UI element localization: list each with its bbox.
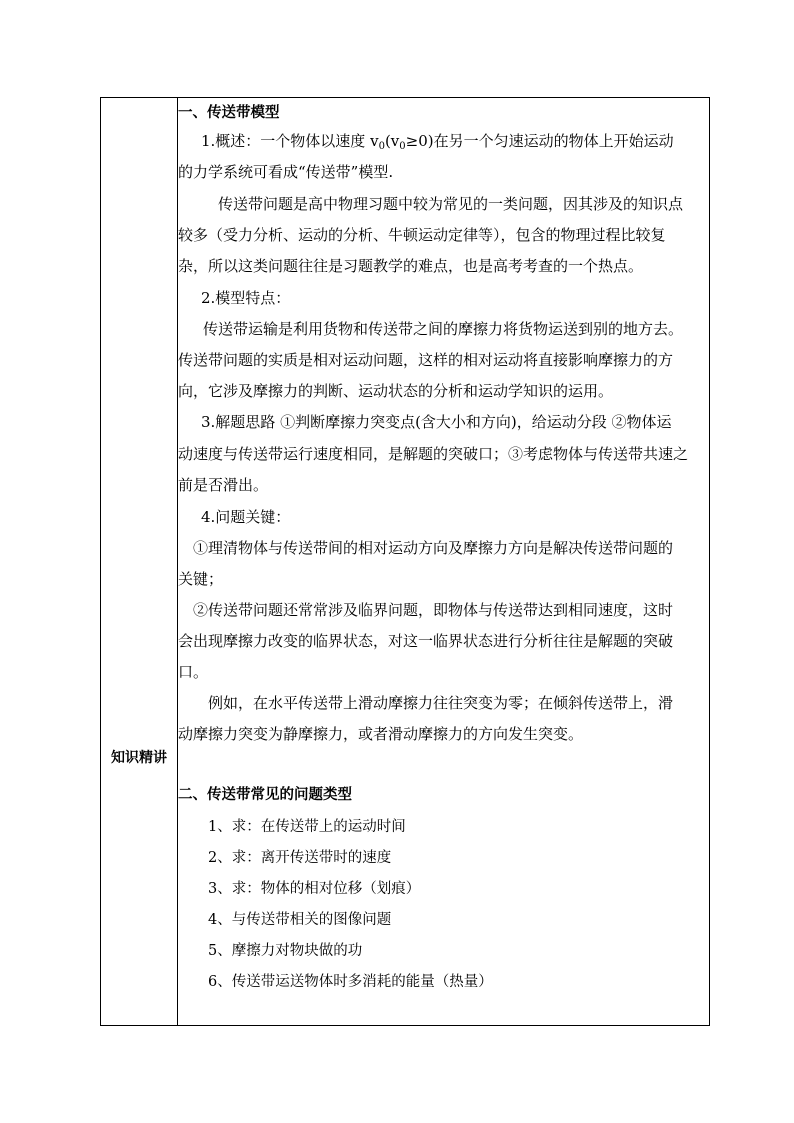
features-line2: 传送带问题的实质是相对运动问题，这样的相对运动将直接影响摩擦力的方 (178, 351, 674, 369)
approach-line3: 前是否滑出。 (178, 476, 269, 494)
features-line3: 向，它涉及摩擦力的判断、运动状态的分析和运动学知识的运用。 (178, 382, 614, 400)
side-label: 知识精讲 (111, 750, 167, 766)
knowledge-table (100, 97, 710, 1026)
list-item: 4、与传送带相关的图像问题 (208, 912, 392, 928)
intro-line3: 杂，所以这类问题往往是习题教学的难点，也是高考考查的一个热点。 (178, 257, 644, 275)
list-item: 6、传送带运送物体时多消耗的能量（热量） (208, 974, 493, 990)
overview-prefix: 1.概述：一个物体以速度 v (201, 132, 379, 150)
key2-line3: 口。 (178, 663, 209, 681)
overview-subscript: 0 (378, 141, 385, 152)
key1-line1: ①理清物体与传送带间的相对运动方向及摩擦力方向是解决传送带问题的 (193, 539, 674, 557)
section2-heading: 二、传送带常见的问题类型 (178, 787, 352, 803)
key2-line2: 会出现摩擦力改变的临界状态，对这一临界状态进行分析往往是解题的突破 (178, 632, 674, 650)
approach-line1: 3.解题思路 ①判断摩擦力突变点(含大小和方向)，给运动分段 ②物体运 (201, 413, 672, 431)
intro-line1: 传送带问题是高中物理习题中较为常见的一类问题，因其涉及的知识点 (218, 195, 684, 213)
overview-line2: 的力学系统可看成“传送带”模型. (178, 163, 394, 181)
list-item: 2、求：离开传送带时的速度 (208, 850, 392, 866)
key2-line1: ②传送带问题还常常涉及临界问题，即物体与传送带达到相同速度，这时 (193, 601, 674, 619)
features-line1: 传送带运输是利用货物和传送带之间的摩擦力将货物运送到别的地方去。 (203, 320, 684, 338)
overview-suffix: ≥0)在另一个匀速运动的物体上开始运动 (405, 132, 674, 150)
list-item: 5、摩擦力对物块做的功 (208, 943, 363, 959)
overview-subscript-2: 0 (399, 141, 406, 152)
intro-line2: 较多（受力分析、运动的分析、牛顿运动定律等），包含的物理过程比较复 (178, 226, 666, 244)
approach-line2: 动速度与传送带运行速度相同，是解题的突破口；③考虑物体与传送带共速之 (178, 445, 689, 463)
key-title: 4.问题关键： (201, 508, 291, 526)
overview-mid: (v (384, 132, 400, 150)
features-title: 2.模型特点： (201, 289, 291, 307)
section1-heading: 一、传送带模型 (178, 105, 280, 121)
list-item: 3、求：物体的相对位移（划痕） (208, 881, 421, 897)
example-line1: 例如，在水平传送带上滑动摩擦力往往突变为零；在倾斜传送带上，滑 (208, 694, 674, 712)
list-item: 1、求：在传送带上的运动时间 (208, 819, 406, 835)
key1-line2: 关键； (178, 570, 224, 588)
example-line2: 动摩擦力突变为静摩擦力，或者滑动摩擦力的方向发生突变。 (178, 725, 584, 743)
